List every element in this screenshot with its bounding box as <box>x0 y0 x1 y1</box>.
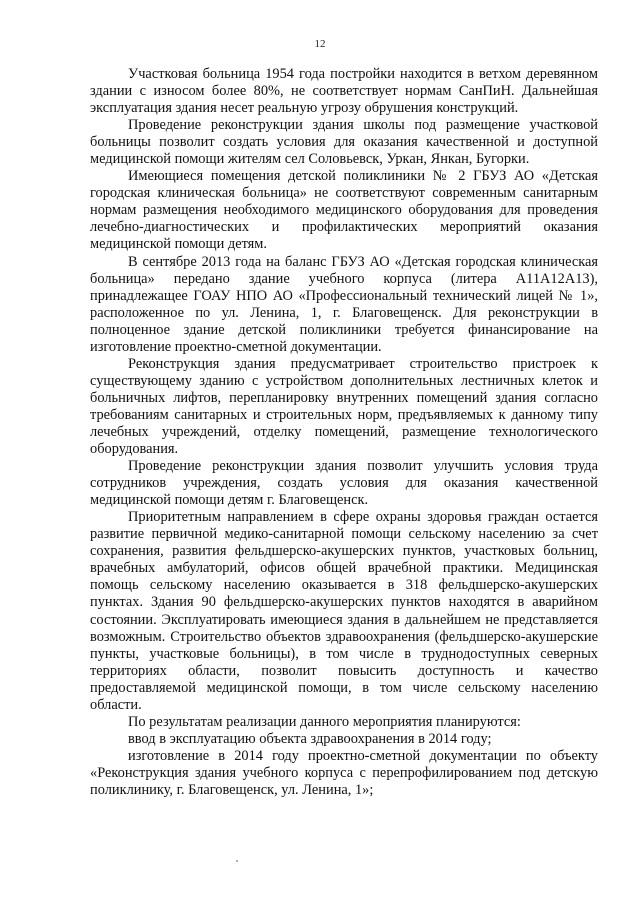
paragraph-commissioning: ввод в эксплуатацию объекта здравоохранения в 2014 году; <box>128 730 492 747</box>
paragraph-hospital-condition: Участковая больница 1954 года постройки находится в ветхом деревянном здании с износом более 80%, не соответствует нормам СанПиН. Дальнейшая эксплуатация здания несет реальную угрозу обрушения конструкций. <box>90 66 598 117</box>
page-number: 12 <box>314 38 326 50</box>
paragraph-planned-results: По результатам реализации данного мероприятия планируются: <box>128 713 521 730</box>
paragraph-rural-priority: Приоритетным направлением в сфере охраны здоровья граждан остается развитие первичной медико-санитарной помощи сельскому населению за счет сохранения, развития фельдшерско-акушерских пунктов, участковых больниц, врачебных амбулаторий, офисов общей врачебной практики. Медицинская помощь сельскому населению оказывается в 318 фельдшерско-акушерских пунктах. Здания 90 фельдшерско-акушерских пунктов находятся в аварийном состоянии. Эксплуатировать имеющиеся здания в дальнейшем не представляется возможным. Строительство объектов здравоохранения (фельдшерско-акушерские пункты, участковые больницы), в том числе в труднодоступных северных территориях области, позволит повысить доступность и качество предоставляемой медицинской помощи, в том числе сельскому населению области. <box>90 509 598 713</box>
paragraph-reconstruction-scope: Реконструкция здания предусматривает строительство пристроек к существующему зданию с устройством дополнительных лестничных клеток и больничных лифтов, перепланировку внутренних помещений здания согласно требованиям санитарных и строительных норм, предъявляемых к данному типу лечебных учреждений, отделку помещений, размещение технологического оборудования. <box>90 355 598 458</box>
paragraph-polyclinic-premises: Имеющиеся помещения детской поликлиники № 2 ГБУЗ АО «Детская городская клиническая больница» не соответствуют современным санитарным нормам размещения необходимого медицинского оборудования для проведения лечебно-диагностических и профилактических мероприятий оказания медицинской помощи детям. <box>90 168 598 253</box>
paragraph-design-documentation: изготовление в 2014 году проектно-сметной документации по объекту «Реконструкция здания учебного корпуса с перепрофилированием под детскую поликлинику, г. Благовещенск, ул. Ленина, 1»; <box>90 747 598 798</box>
scan-speck <box>236 860 238 862</box>
paragraph-building-transfer: В сентябре 2013 года на баланс ГБУЗ АО «Детская городская клиническая больница» передано здание учебного корпуса (литера А11А12А13), принадлежащее ГОАУ НПО АО «Профессиональный технический лицей № 1», расположенное по ул. Ленина, 1, г. Благовещенск. Для реконструкции в полноценное здание детской поликлиники требуется финансирование на изготовление проектно-сметной документации. <box>90 253 598 355</box>
paragraph-reconstruction-benefits: Проведение реконструкции здания позволит улучшить условия труда сотрудников учреждения, создать условия для оказания качественной медицинской помощи детям г. Благовещенск. <box>90 458 598 509</box>
document-body <box>90 66 598 799</box>
paragraph-school-reconstruction: Проведение реконструкции здания школы под размещение участковой больницы позволит создать условия для оказания качественной и доступной медицинской помощи жителям сел Соловьевск, Уркан, Янкан, Бугорки. <box>90 117 598 168</box>
